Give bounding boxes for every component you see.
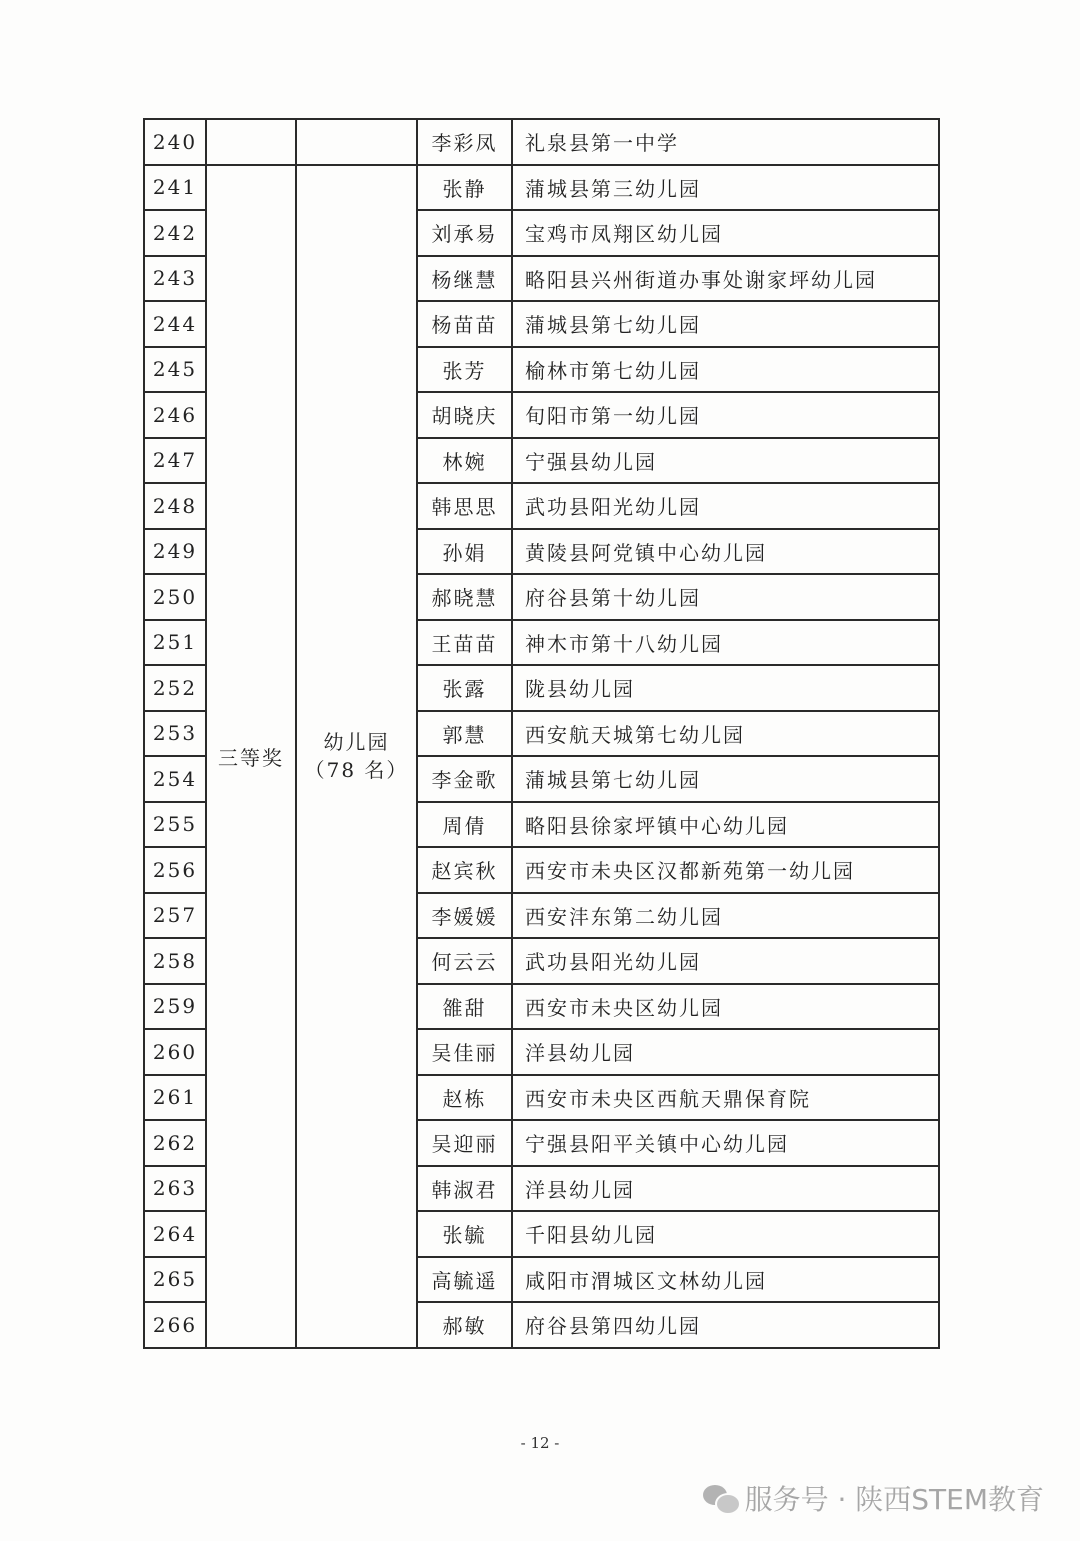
winner-name: 林婉: [417, 438, 512, 484]
school-name: 西安市未央区西航天鼎保育院: [512, 1075, 939, 1121]
award-roster-table: [143, 118, 940, 1349]
winner-name: 杨继慧: [417, 256, 512, 302]
category-group: [296, 165, 417, 1348]
row-number: 245: [144, 347, 206, 393]
school-name: 蒲城县第七幼儿园: [512, 301, 939, 347]
page-number: - 12 -: [520, 1434, 560, 1452]
roster-body: [144, 119, 939, 1348]
school-name: 西安市未央区幼儿园: [512, 984, 939, 1030]
category-count: （78 名）: [304, 758, 409, 782]
winner-name: 韩思思: [417, 483, 512, 529]
school-name: 宁强县幼儿园: [512, 438, 939, 484]
row-number: 252: [144, 665, 206, 711]
winner-name: 吴佳丽: [417, 1029, 512, 1075]
school-name: 西安市未央区汉都新苑第一幼儿园: [512, 847, 939, 893]
winner-name: 周倩: [417, 802, 512, 848]
row-number: 255: [144, 802, 206, 848]
row-number: 261: [144, 1075, 206, 1121]
row-number: 256: [144, 847, 206, 893]
winner-name: 张芳: [417, 347, 512, 393]
winner-name: 郭慧: [417, 711, 512, 757]
school-name: 蒲城县第七幼儿园: [512, 756, 939, 802]
winner-name: 刘承易: [417, 210, 512, 256]
row-number: 264: [144, 1211, 206, 1257]
school-name: 西安航天城第七幼儿园: [512, 711, 939, 757]
winner-name: 李彩凤: [417, 119, 512, 165]
award-cell-empty: [206, 119, 296, 165]
winner-name: 李媛媛: [417, 893, 512, 939]
award-level: 三等奖: [206, 165, 296, 1348]
school-name: 府谷县第十幼儿园: [512, 574, 939, 620]
school-name: 陇县幼儿园: [512, 665, 939, 711]
school-name: 府谷县第四幼儿园: [512, 1302, 939, 1348]
winner-name: 郝敏: [417, 1302, 512, 1348]
row-number: 248: [144, 483, 206, 529]
school-name: 黄陵县阿党镇中心幼儿园: [512, 529, 939, 575]
row-number: 243: [144, 256, 206, 302]
winner-name: 赵栋: [417, 1075, 512, 1121]
category-label: 幼儿园: [323, 730, 390, 754]
row-number: 249: [144, 529, 206, 575]
row-number: 240: [144, 119, 206, 165]
winner-name: 何云云: [417, 938, 512, 984]
row-number: 265: [144, 1257, 206, 1303]
watermark: [703, 1478, 1044, 1518]
school-name: 武功县阳光幼儿园: [512, 483, 939, 529]
table-row: [144, 119, 939, 165]
watermark-text: 服务号 · 陕西STEM教育: [744, 1483, 1044, 1516]
row-number: 259: [144, 984, 206, 1030]
school-name: 武功县阳光幼儿园: [512, 938, 939, 984]
school-name: 西安沣东第二幼儿园: [512, 893, 939, 939]
school-name: 略阳县兴州街道办事处谢家坪幼儿园: [512, 256, 939, 302]
row-number: 253: [144, 711, 206, 757]
school-name: 蒲城县第三幼儿园: [512, 165, 939, 211]
winner-name: 胡晓庆: [417, 392, 512, 438]
row-number: 244: [144, 301, 206, 347]
row-number: 250: [144, 574, 206, 620]
category-cell-empty: [296, 119, 417, 165]
row-number: 246: [144, 392, 206, 438]
school-name: 洋县幼儿园: [512, 1166, 939, 1212]
wechat-icon: [703, 1483, 739, 1513]
school-name: 礼泉县第一中学: [512, 119, 939, 165]
winner-name: 韩淑君: [417, 1166, 512, 1212]
winner-name: 高毓遥: [417, 1257, 512, 1303]
school-name: 榆林市第七幼儿园: [512, 347, 939, 393]
winner-name: 张毓: [417, 1211, 512, 1257]
winner-name: 张露: [417, 665, 512, 711]
school-name: 旬阳市第一幼儿园: [512, 392, 939, 438]
winner-name: 杨苗苗: [417, 301, 512, 347]
table-row: [144, 165, 939, 211]
school-name: 宁强县阳平关镇中心幼儿园: [512, 1120, 939, 1166]
row-number: 242: [144, 210, 206, 256]
row-number: 263: [144, 1166, 206, 1212]
school-name: 洋县幼儿园: [512, 1029, 939, 1075]
row-number: 241: [144, 165, 206, 211]
row-number: 251: [144, 620, 206, 666]
winner-name: 雒甜: [417, 984, 512, 1030]
winner-name: 孙娟: [417, 529, 512, 575]
row-number: 262: [144, 1120, 206, 1166]
school-name: 神木市第十八幼儿园: [512, 620, 939, 666]
row-number: 257: [144, 893, 206, 939]
winner-name: 郝晓慧: [417, 574, 512, 620]
row-number: 247: [144, 438, 206, 484]
school-name: 千阳县幼儿园: [512, 1211, 939, 1257]
school-name: 咸阳市渭城区文林幼儿园: [512, 1257, 939, 1303]
row-number: 254: [144, 756, 206, 802]
winner-name: 吴迎丽: [417, 1120, 512, 1166]
school-name: 略阳县徐家坪镇中心幼儿园: [512, 802, 939, 848]
winner-name: 李金歌: [417, 756, 512, 802]
school-name: 宝鸡市凤翔区幼儿园: [512, 210, 939, 256]
row-number: 266: [144, 1302, 206, 1348]
row-number: 260: [144, 1029, 206, 1075]
row-number: 258: [144, 938, 206, 984]
winner-name: 王苗苗: [417, 620, 512, 666]
winner-name: 张静: [417, 165, 512, 211]
winner-name: 赵宾秋: [417, 847, 512, 893]
